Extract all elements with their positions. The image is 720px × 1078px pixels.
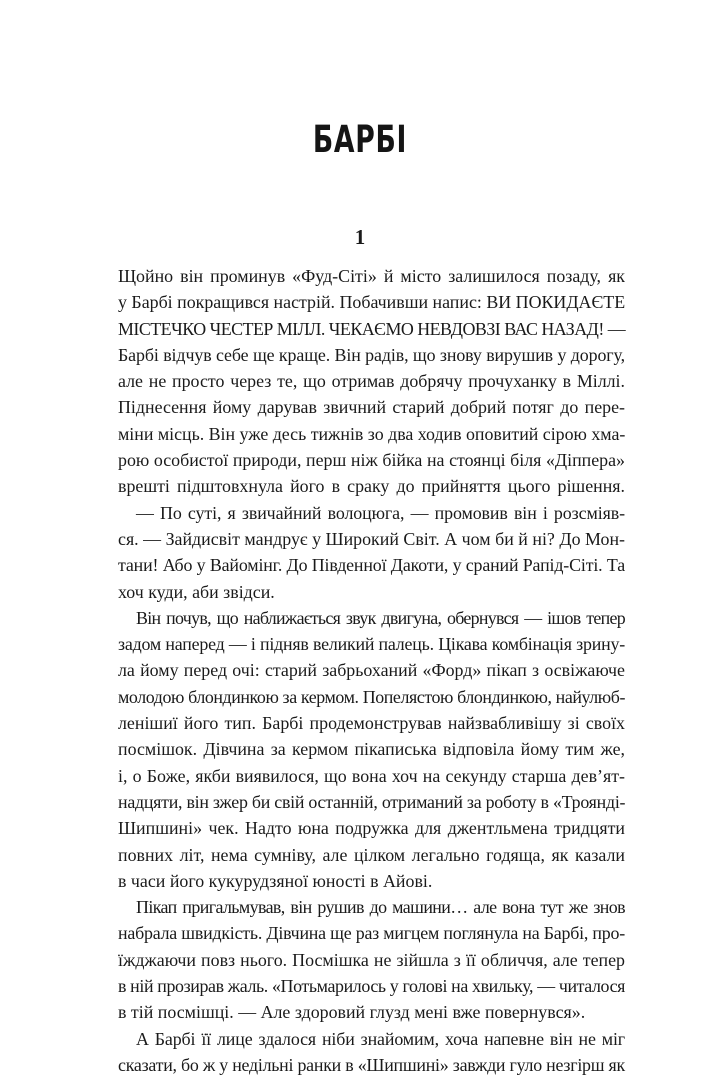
text-line: хоч куди, аби звідси. (118, 581, 275, 602)
paragraph (118, 894, 625, 1025)
text-line: ся. — Зайдисвіт мандрує у Широкий Світ. А чом би й ні? До Мон- (118, 528, 625, 549)
text-line: в ній прозирав жаль. «Потьмарилось у голові на хвильку, — читалося (118, 976, 625, 997)
text-line: повних літ, нема сумніву, але цілком легально годяща, як казали (118, 844, 625, 865)
text-line: задом наперед — і підняв великий палець. Цікава комбінація зрину- (118, 634, 625, 655)
text-line: Він почув, що наближається звук двигуна, обернувся — ішов тепер (136, 607, 625, 628)
text-line: Піднесення йому дарував звичний старий добрий потяг до пере- (118, 397, 625, 418)
text-line: А Барбі її лице здалося ніби знайомим, хоча напевне він не міг (136, 1028, 625, 1049)
text-line: Пікап пригальмував, він рушив до машини… але вона тут же знов (136, 897, 625, 918)
text-line: ла йому перед очі: старий забрьоханий «Форд» пікап з освіжаюче (118, 660, 625, 681)
paragraph (118, 500, 625, 605)
text-line: міни місць. Він уже десь тижнів зо два ходив оповитий сірою хма- (118, 423, 626, 444)
chapter-title: БАРБІ (312, 118, 408, 161)
section-number: 1 (354, 225, 366, 249)
text-line: молодою блондинкою за кермом. Попелястою блондинкою, найулюб- (118, 686, 625, 707)
text-line: сказати, бо ж у недільні ранки в «Шипшині» завжди гуло незгірш як (118, 1054, 625, 1075)
text-line: Шипшині» чек. Надто юна подружка для джентльмена тридцяти (118, 818, 625, 839)
text-line: врешті підштовхнула його в сраку до прийняття цього рішення. (118, 476, 625, 497)
text-line: в часи його кукурудзяної юності в Айові. (118, 870, 433, 891)
text-line: набрала швидкість. Дівчина ще раз мигцем поглянула на Барбі, про- (118, 923, 625, 944)
text-line: Барбі відчув себе ще краще. Він радів, що знову вирушив у дорогу, (118, 344, 625, 365)
text-line: Щойно він проминув «Фуд-Сіті» й місто залишилося позаду, як (118, 266, 625, 286)
paragraph (118, 1026, 625, 1078)
text-line: надцяти, він зжер би свій останній, отриманий за роботу в «Троянді- (118, 791, 626, 812)
paragraph (118, 605, 625, 894)
body-text (118, 263, 625, 1078)
text-line: але не просто через те, що отримав добрячу прочуханку в Міллі. (118, 371, 625, 392)
text-line: рою особистої природи, перш ніж бійка на стоянці біля «Діппера» (118, 450, 625, 471)
text-line: — По суті, я звичайний волоцюга, — промовив він і розсміяв- (136, 502, 625, 523)
text-line: посмішок. Дівчина за кермом пікаписька відповіла йому тим же, (118, 739, 625, 760)
text-line: ленішиї його тип. Барбі продемонстрував найзвабливішу зі своїх (118, 713, 625, 734)
text-line: МІСТЕЧКО ЧЕСТЕР МІЛЛ. ЧЕКАЄМО НЕВДОВЗІ ВАС НАЗАД! — (118, 318, 626, 339)
paragraph (118, 263, 625, 500)
text-line: їжджаючи повз нього. Посмішка не зійшла з її обличчя, але тепер (118, 949, 625, 970)
text-line: в тій посмішці. — Але здоровий глузд мені вже повернувся». (118, 1002, 586, 1023)
text-line: у Барбі покращився настрій. Побачивши напис: ВИ ПОКИДАЄТЕ (118, 292, 626, 313)
text-line: тани! Або у Вайомінг. До Південної Дакоти, у сраний Рапід-Сіті. Та (118, 555, 625, 576)
text-line: і, о Боже, якби виявилося, що вона хоч на секунду старша дев’ят- (118, 765, 625, 786)
